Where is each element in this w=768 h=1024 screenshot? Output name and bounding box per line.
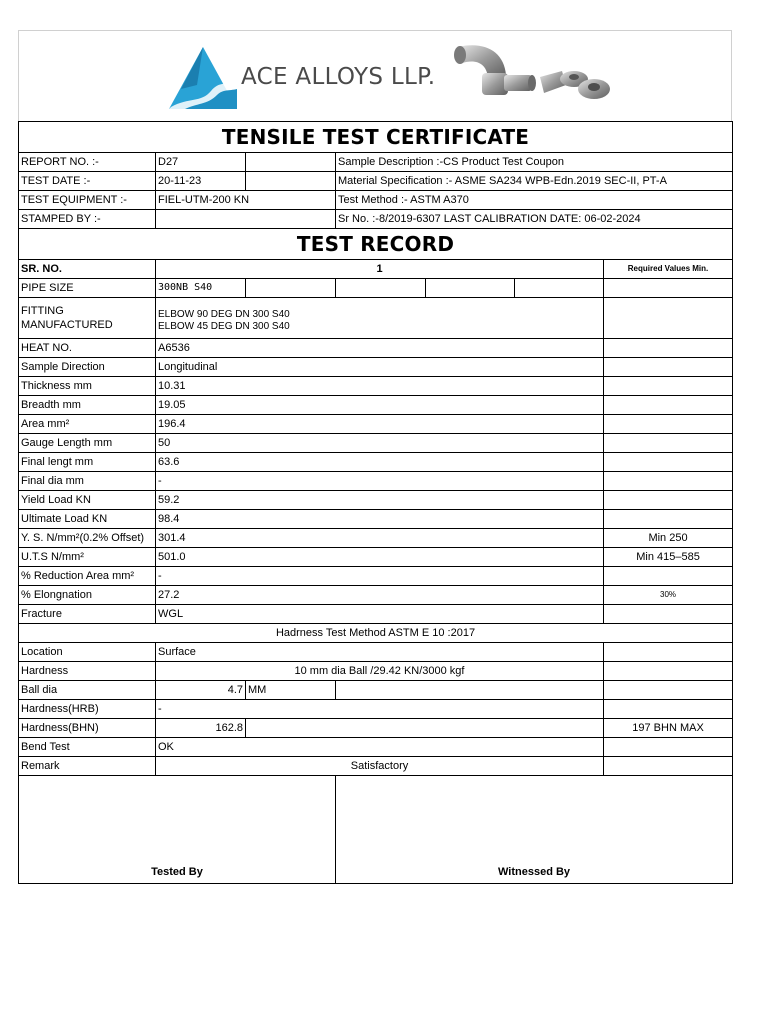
row-value: 10.31	[156, 377, 604, 396]
location-required	[604, 643, 733, 662]
table-row	[19, 605, 733, 624]
row-required	[604, 396, 733, 415]
row-required: 30%	[604, 586, 733, 605]
fitting-label-line2: MANUFACTURED	[21, 319, 113, 331]
ball-dia-blank	[336, 681, 604, 700]
table-row	[19, 510, 733, 529]
bend-test-value: OK	[156, 738, 604, 757]
row-label: Gauge Length mm	[19, 434, 156, 453]
certificate-sheet	[18, 30, 732, 884]
tested-by-signature: Tested By	[19, 776, 336, 884]
fitting-value	[156, 298, 604, 339]
row-required	[604, 377, 733, 396]
row-label: Fracture	[19, 605, 156, 624]
ball-dia-value: 4.7	[156, 681, 246, 700]
row-value: 501.0	[156, 548, 604, 567]
row-value: 63.6	[156, 453, 604, 472]
pipe-size-blank-1	[246, 279, 336, 298]
row-value: 50	[156, 434, 604, 453]
bend-test-required	[604, 738, 733, 757]
row-required	[604, 567, 733, 586]
fitting-line2: ELBOW 45 DEG DN 300 S40	[158, 321, 290, 332]
witnessed-by-signature: Witnessed By	[336, 776, 733, 884]
fitting-label-line1: FITTING	[21, 305, 64, 317]
required-values-header: Required Values Min.	[604, 260, 733, 279]
stamped-by-value	[156, 210, 336, 229]
test-date-label: TEST DATE :-	[19, 172, 156, 191]
row-required	[604, 453, 733, 472]
bhn-label: Hardness(BHN)	[19, 719, 156, 738]
stamped-by-label: STAMPED BY :-	[19, 210, 156, 229]
pipe-size-label: PIPE SIZE	[19, 279, 156, 298]
location-label: Location	[19, 643, 156, 662]
sr-no-label: SR. NO.	[19, 260, 156, 279]
table-row	[19, 586, 733, 605]
pipe-size-value: 300NB S40	[156, 279, 246, 298]
row-required	[604, 415, 733, 434]
test-date-blank	[246, 172, 336, 191]
row-value: 98.4	[156, 510, 604, 529]
table-row	[19, 358, 733, 377]
row-label: Breadth mm	[19, 396, 156, 415]
row-value: 19.05	[156, 396, 604, 415]
row-label: Y. S. N/mm²(0.2% Offset)	[19, 529, 156, 548]
row-label: Ultimate Load KN	[19, 510, 156, 529]
test-equipment-label: TEST EQUIPMENT :-	[19, 191, 156, 210]
heat-no-required	[604, 339, 733, 358]
remark-required	[604, 757, 733, 776]
remark-label: Remark	[19, 757, 156, 776]
table-row	[19, 377, 733, 396]
row-label: Sample Direction	[19, 358, 156, 377]
row-label: Final dia mm	[19, 472, 156, 491]
hardness-required	[604, 662, 733, 681]
material-specification: Material Specification :- ASME SA234 WPB-Edn.2019 SEC-II, PT-A	[336, 172, 733, 191]
bhn-blank	[246, 719, 604, 738]
row-required: Min 250	[604, 529, 733, 548]
fitting-label	[19, 298, 156, 339]
row-required	[604, 434, 733, 453]
row-required	[604, 510, 733, 529]
ball-dia-required	[604, 681, 733, 700]
sr-no-value: 1	[156, 260, 604, 279]
row-required: Min 415–585	[604, 548, 733, 567]
report-no-value: D27	[156, 153, 246, 172]
row-value: -	[156, 567, 604, 586]
triangle-wave-logo-icon	[167, 45, 239, 111]
pipe-size-required	[604, 279, 733, 298]
remark-value: Satisfactory	[156, 757, 604, 776]
bhn-value: 162.8	[156, 719, 246, 738]
row-value: 59.2	[156, 491, 604, 510]
row-label: % Elongnation	[19, 586, 156, 605]
row-required	[604, 358, 733, 377]
table-row	[19, 396, 733, 415]
heat-no-value: A6536	[156, 339, 604, 358]
bhn-required: 197 BHN MAX	[604, 719, 733, 738]
test-date-value: 20-11-23	[156, 172, 246, 191]
pipe-fittings-image	[444, 37, 614, 109]
table-row	[19, 491, 733, 510]
table-row	[19, 415, 733, 434]
header-banner	[18, 30, 732, 121]
calibration-info: Sr No. :-8/2019-6307 LAST CALIBRATION DATE: 06-02-2024	[336, 210, 733, 229]
table-row	[19, 453, 733, 472]
row-label: Thickness mm	[19, 377, 156, 396]
bend-test-label: Bend Test	[19, 738, 156, 757]
fitting-line1: ELBOW 90 DEG DN 300 S40	[158, 309, 290, 320]
ball-dia-label: Ball dia	[19, 681, 156, 700]
table-row	[19, 529, 733, 548]
row-required	[604, 605, 733, 624]
table-row	[19, 567, 733, 586]
row-value: 301.4	[156, 529, 604, 548]
row-required	[604, 472, 733, 491]
certificate-table	[18, 121, 733, 884]
row-label: % Reduction Area mm²	[19, 567, 156, 586]
heat-no-label: HEAT NO.	[19, 339, 156, 358]
row-required	[604, 491, 733, 510]
report-no-blank	[246, 153, 336, 172]
row-label: U.T.S N/mm²	[19, 548, 156, 567]
fitting-required	[604, 298, 733, 339]
row-value: -	[156, 472, 604, 491]
test-record-title: TEST RECORD	[19, 229, 733, 260]
certificate-title: TENSILE TEST CERTIFICATE	[19, 122, 733, 153]
row-value: 196.4	[156, 415, 604, 434]
hrb-value: -	[156, 700, 604, 719]
hardness-method: Hadrness Test Method ASTM E 10 :2017	[19, 624, 733, 643]
table-row	[19, 472, 733, 491]
row-label: Yield Load KN	[19, 491, 156, 510]
location-value: Surface	[156, 643, 604, 662]
table-row	[19, 434, 733, 453]
company-name: ACE ALLOYS LLP.	[241, 64, 436, 90]
ball-dia-unit: MM	[246, 681, 336, 700]
report-no-label: REPORT NO. :-	[19, 153, 156, 172]
table-row	[19, 548, 733, 567]
pipe-size-blank-3	[426, 279, 515, 298]
pipe-size-blank-2	[336, 279, 426, 298]
row-label: Area mm²	[19, 415, 156, 434]
pipe-size-blank-4	[515, 279, 604, 298]
row-label: Final lengt mm	[19, 453, 156, 472]
hrb-label: Hardness(HRB)	[19, 700, 156, 719]
sample-description: Sample Description :-CS Product Test Coupon	[336, 153, 733, 172]
row-value: WGL	[156, 605, 604, 624]
hardness-value: 10 mm dia Ball /29.42 KN/3000 kgf	[156, 662, 604, 681]
hrb-required	[604, 700, 733, 719]
hardness-label: Hardness	[19, 662, 156, 681]
test-equipment-value: FIEL-UTM-200 KN	[156, 191, 336, 210]
test-method: Test Method :- ASTM A370	[336, 191, 733, 210]
row-value: Longitudinal	[156, 358, 604, 377]
row-value: 27.2	[156, 586, 604, 605]
